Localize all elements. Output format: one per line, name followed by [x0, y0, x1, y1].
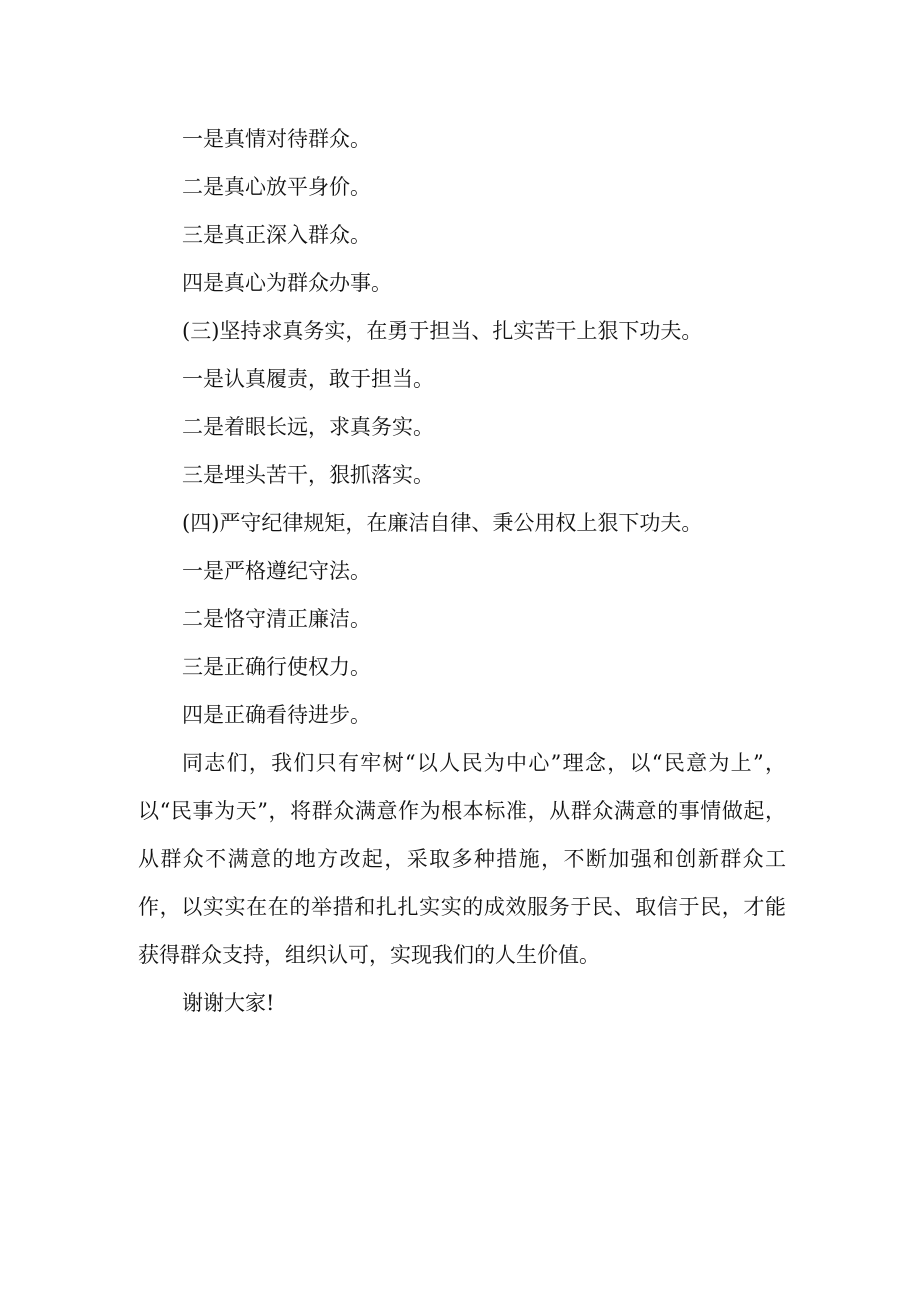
list-item: 四是真心为群众办事。 [182, 271, 392, 295]
closing-paragraph: 同志们，我们只有牢树“以人民为中心”理念，以“民意为上”，以“民事为天”，将群众满意作为根本标准，从群众满意的事情做起，从群众不满意的地方改起，采取多种措施，不断加强和创新群众工作，以实实在在的举措和扎扎实实的成效服务于民、取信于民，才能获得群众支持，组织认可，实现我们的人生价值。 [138, 751, 786, 967]
list-item: 三是埋头苦干，狠抓落实。 [182, 463, 434, 487]
section-heading: (三)坚持求真务实，在勇于担当、扎实苦干上狠下功夫。 [182, 319, 703, 343]
list-item: 三是正确行使权力。 [182, 655, 371, 679]
section-heading: (四)严守纪律规矩，在廉洁自律、秉公用权上狠下功夫。 [182, 511, 703, 535]
list-item: 二是着眼长远，求真务实。 [182, 415, 434, 439]
list-item: 一是严格遵纪守法。 [182, 559, 371, 583]
closing-thanks: 谢谢大家! [182, 991, 275, 1015]
document-body [138, 115, 786, 1027]
list-item: 一是真情对待群众。 [182, 127, 371, 151]
list-item: 二是真心放平身价。 [182, 175, 371, 199]
list-item: 一是认真履责，敢于担当。 [182, 367, 434, 391]
list-item: 三是真正深入群众。 [182, 223, 371, 247]
list-item: 四是正确看待进步。 [182, 703, 371, 727]
list-item: 二是恪守清正廉洁。 [182, 607, 371, 631]
